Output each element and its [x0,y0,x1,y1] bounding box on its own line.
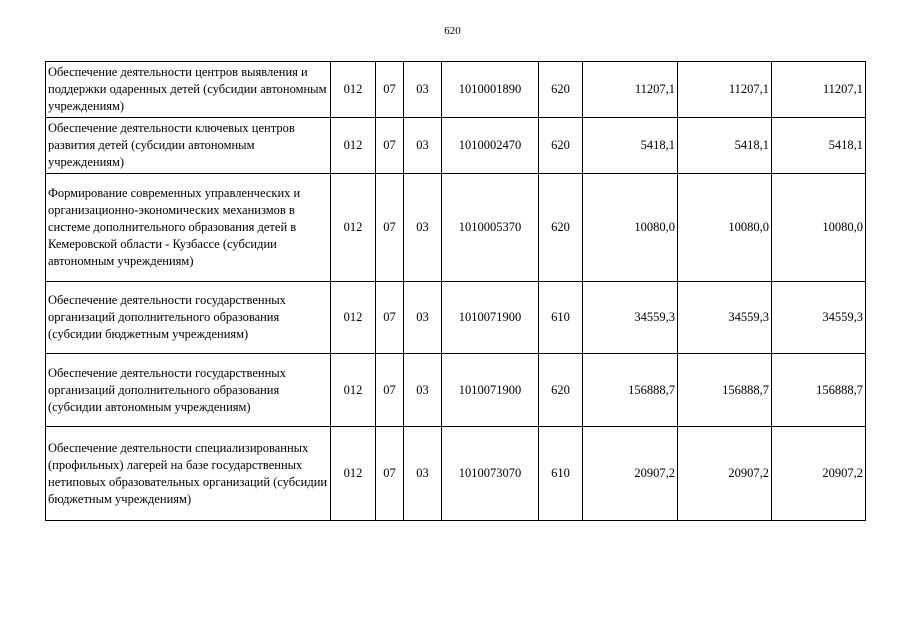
table-row [46,354,866,427]
section-code: 07 [376,174,404,282]
table-row [46,174,866,282]
table-row [46,118,866,174]
ministry-code: 012 [331,427,376,521]
section-code: 07 [376,427,404,521]
ministry-code: 012 [331,118,376,174]
expense-type-code: 610 [539,282,583,354]
amount-1: 11207,1 [583,62,678,118]
amount-2: 34559,3 [678,282,772,354]
expense-type-code: 620 [539,62,583,118]
amount-3: 156888,7 [772,354,866,427]
row-name: Обеспечение деятельности специализированных (профильных) лагерей на базе государственных нетиповых образовательных организаций (субсидии бюджетным учреждениям) [46,427,331,521]
subsection-code: 03 [404,427,442,521]
row-name: Формирование современных управленческих и организационно-экономических механизмов в системе дополнительного образования детей в Кемеровской области - Кузбассе (субсидии автономным учреждениям) [46,174,331,282]
amount-3: 10080,0 [772,174,866,282]
section-code: 07 [376,354,404,427]
target-article-code: 1010071900 [442,282,539,354]
target-article-code: 1010005370 [442,174,539,282]
amount-2: 20907,2 [678,427,772,521]
amount-1: 10080,0 [583,174,678,282]
row-name: Обеспечение деятельности государственных организаций дополнительного образования (субсидии бюджетным учреждениям) [46,282,331,354]
amount-2: 10080,0 [678,174,772,282]
ministry-code: 012 [331,282,376,354]
page-number: 620 [444,25,461,37]
amount-1: 5418,1 [583,118,678,174]
expense-type-code: 620 [539,118,583,174]
subsection-code: 03 [404,354,442,427]
amount-2: 5418,1 [678,118,772,174]
expense-type-code: 620 [539,174,583,282]
target-article-code: 1010071900 [442,354,539,427]
section-code: 07 [376,118,404,174]
expense-type-code: 620 [539,354,583,427]
target-article-code: 1010001890 [442,62,539,118]
amount-3: 34559,3 [772,282,866,354]
row-name: Обеспечение деятельности ключевых центров развития детей (субсидии автономным учреждениям) [46,118,331,174]
section-code: 07 [376,282,404,354]
subsection-code: 03 [404,174,442,282]
amount-3: 11207,1 [772,62,866,118]
subsection-code: 03 [404,62,442,118]
amount-3: 20907,2 [772,427,866,521]
ministry-code: 012 [331,174,376,282]
amount-1: 156888,7 [583,354,678,427]
amount-3: 5418,1 [772,118,866,174]
target-article-code: 1010073070 [442,427,539,521]
expense-type-code: 610 [539,427,583,521]
ministry-code: 012 [331,62,376,118]
budget-table [45,61,866,521]
amount-2: 156888,7 [678,354,772,427]
table-row [46,427,866,521]
table-row [46,62,866,118]
amount-2: 11207,1 [678,62,772,118]
table-row [46,282,866,354]
amount-1: 20907,2 [583,427,678,521]
target-article-code: 1010002470 [442,118,539,174]
row-name: Обеспечение деятельности центров выявления и поддержки одаренных детей (субсидии автономным учреждениям) [46,62,331,118]
row-name: Обеспечение деятельности государственных организаций дополнительного образования (субсидии автономным учреждениям) [46,354,331,427]
subsection-code: 03 [404,118,442,174]
section-code: 07 [376,62,404,118]
subsection-code: 03 [404,282,442,354]
amount-1: 34559,3 [583,282,678,354]
ministry-code: 012 [331,354,376,427]
